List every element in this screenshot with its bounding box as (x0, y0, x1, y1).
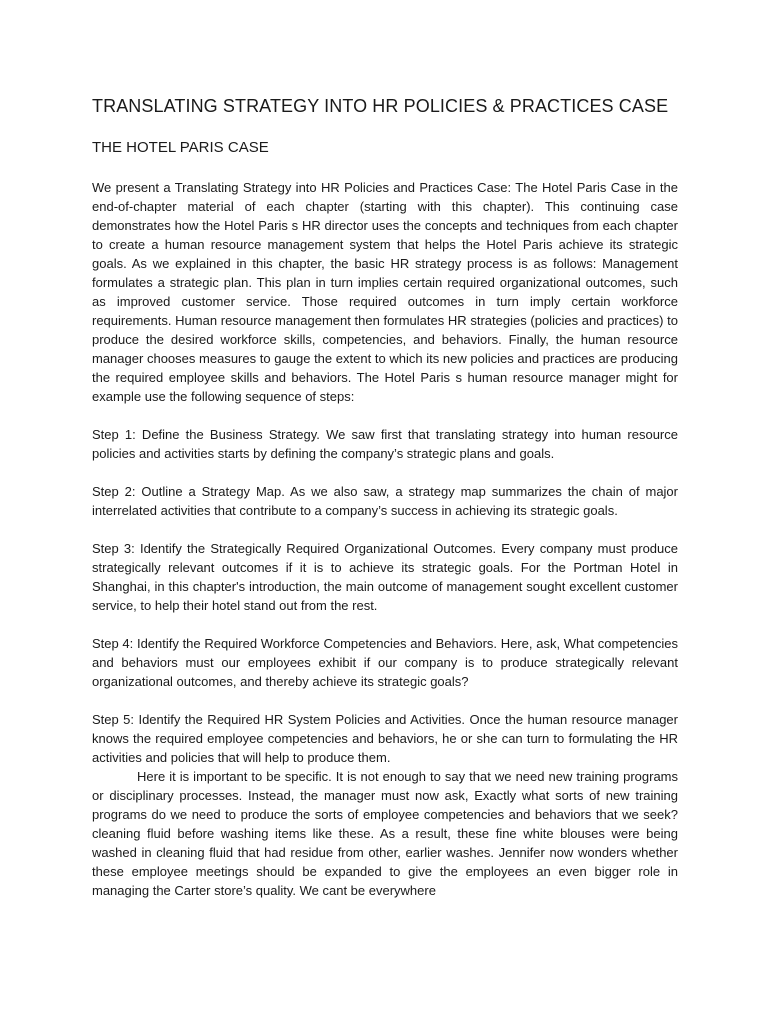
step-4-paragraph: Step 4: Identify the Required Workforce Competencies and Behaviors. Here, ask, What competencies and behaviors must our employees exhibit if our company is to produce strategically relevant organizational outcomes, and thereby achieve its strategic goals? (92, 636, 678, 689)
step-1-paragraph: Step 1: Define the Business Strategy. We saw first that translating strategy into human resource policies and activities starts by defining the company’s strategic plans and goals. (92, 427, 678, 461)
intro-paragraph: We present a Translating Strategy into HR Policies and Practices Case: The Hotel Paris Case in the end-of-chapter material of each chapter (starting with this chapter). This continuing case demonstrates how the Hotel Paris s HR director uses the concepts and techniques from each chapter to create a human resource management system that helps the Hotel Paris achieve its strategic goals. As we explained in this chapter, the basic HR strategy process is as follows: Management formulates a strategic plan. This plan in turn implies certain required organizational outcomes, such as improved customer service. Those required outcomes in turn imply certain workforce requirements. Human resource management then formulates HR strategies (policies and practices) to produce the desired workforce skills, competencies, and behaviors. Finally, the human resource manager chooses measures to gauge the extent to which its new policies and practices are producing the required employee skills and behaviors. The Hotel Paris s human resource manager might for example use the following sequence of steps: (92, 180, 678, 404)
document-subtitle: THE HOTEL PARIS CASE (92, 139, 269, 156)
document-page (92, 94, 678, 919)
document-title: TRANSLATING STRATEGY INTO HR POLICIES & PRACTICES CASE (92, 96, 669, 116)
step-5-paragraph: Step 5: Identify the Required HR System Policies and Activities. Once the human resource manager knows the required employee competencies and behaviors, he or she can turn to formulating the HR activities and policies that will help to produce them. (92, 712, 678, 765)
specifics-paragraph: Here it is important to be specific. It is not enough to say that we need new training programs or disciplinary processes. Instead, the manager must now ask, Exactly what sorts of new training programs do we need to produce the sorts of employee competencies and behaviors that we seek? cleaning fluid before washing items like these. As a result, these fine white blouses were being washed in cleaning fluid that had residue from other, earlier washes. Jennifer now wonders whether these employee meetings should be expanded to give the employees an even bigger role in managing the Carter store’s quality. We cant be everywhere (92, 769, 678, 898)
step-2-paragraph: Step 2: Outline a Strategy Map. As we also saw, a strategy map summarizes the chain of major interrelated activities that contribute to a company’s success in achieving its strategic goals. (92, 484, 678, 518)
step-3-paragraph: Step 3: Identify the Strategically Required Organizational Outcomes. Every company must produce strategically relevant outcomes if it is to achieve its strategic goals. For the Portman Hotel in Shanghai, in this chapter's introduction, the main outcome of management sought excellent customer service, to help their hotel stand out from the rest. (92, 541, 678, 613)
